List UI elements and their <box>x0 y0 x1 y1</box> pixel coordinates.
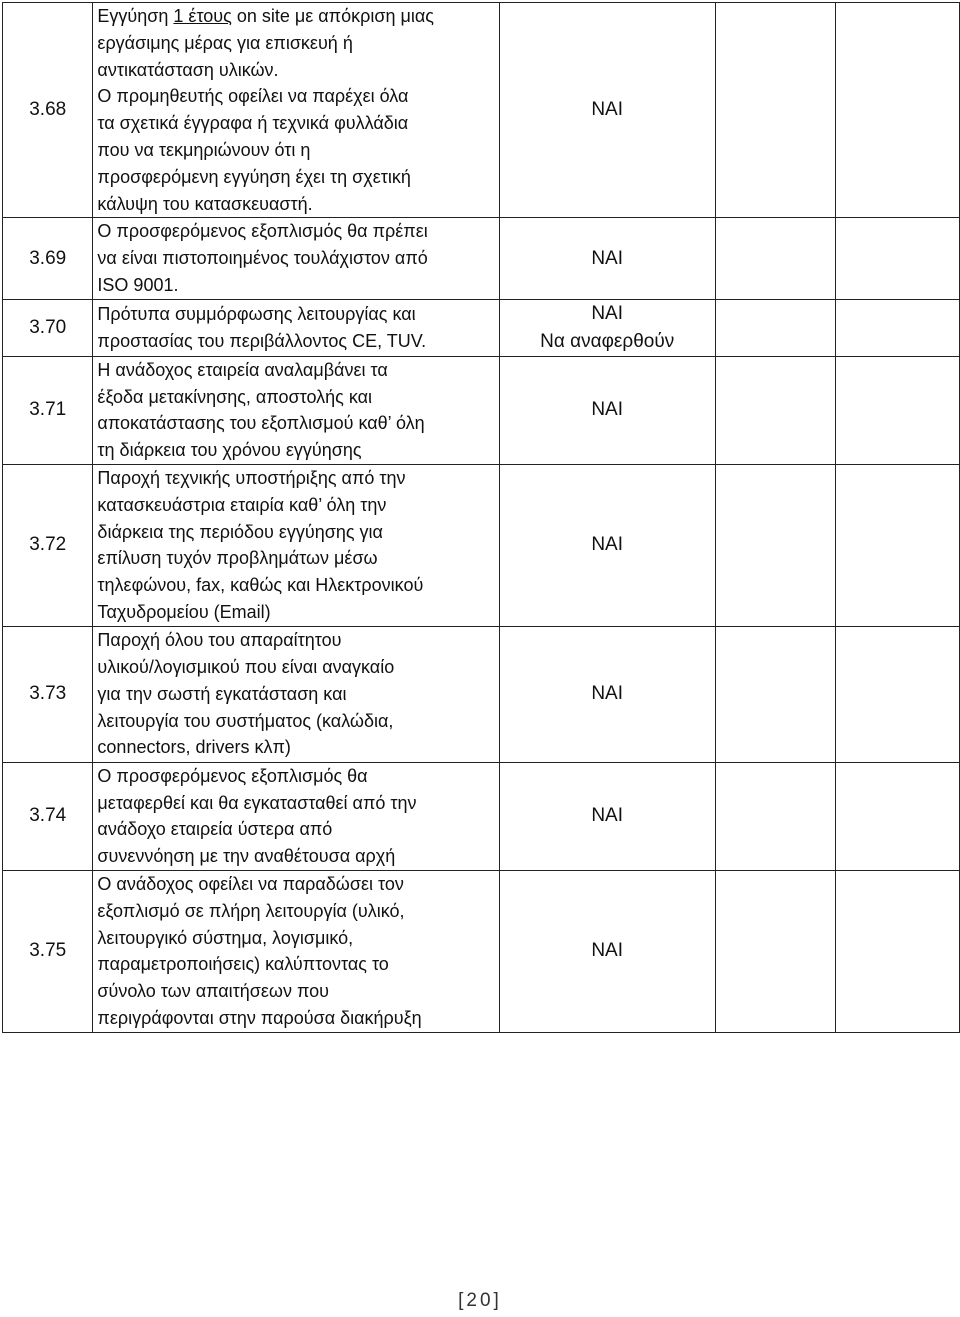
answer-line: ΝΑΙ <box>591 302 624 324</box>
description-line: λειτουργία του συστήματος (καλώδια, <box>97 710 394 731</box>
answer-line: ΝΑΙ <box>591 683 624 705</box>
description-line: αποκατάστασης του εξοπλισμού καθ’ όλη <box>97 413 425 434</box>
reference-cell <box>836 464 960 626</box>
description-line: εξοπλισμό σε πλήρη λειτουργία (υλικό, <box>97 900 405 921</box>
reply-cell <box>715 870 836 1032</box>
reply-cell <box>715 464 836 626</box>
description-line: παραμετροποιήσεις) καλύπτοντας το <box>97 954 389 975</box>
description-line: ISO 9001. <box>97 274 179 295</box>
reply-cell <box>715 356 836 464</box>
page-number: [20] <box>458 1290 502 1311</box>
table-row <box>3 299 960 356</box>
table-row <box>3 626 960 762</box>
reference-cell <box>836 762 960 870</box>
description-line: σύνολο των απαιτήσεων που <box>97 981 329 1002</box>
item-description <box>93 762 499 870</box>
description-line: κατασκευάστρια εταιρία καθ’ όλη την <box>97 494 387 515</box>
compliance-answer <box>499 626 715 762</box>
description-line: μεταφερθεί και θα εγκατασταθεί από την <box>97 792 417 813</box>
reference-cell <box>836 3 960 218</box>
description-line: για την σωστή εγκατάσταση και <box>97 683 347 704</box>
description-line: να είναι πιστοποιημένος τουλάχιστον από <box>97 248 428 269</box>
item-number: 3.73 <box>3 626 93 762</box>
compliance-answer <box>499 464 715 626</box>
item-number: 3.69 <box>3 218 93 299</box>
description-line: Ο προμηθευτής οφείλει να παρέχει όλα <box>97 86 409 107</box>
item-number: 3.70 <box>3 299 93 356</box>
answer-line: ΝΑΙ <box>591 940 624 962</box>
description-line: επίλυση τυχόν προβλημάτων μέσω <box>97 548 378 569</box>
description-line: εργάσιμης μέρας για επισκευή ή <box>97 32 353 53</box>
compliance-answer <box>499 762 715 870</box>
item-number: 3.68 <box>3 3 93 218</box>
description-line: περιγράφονται στην παρούσα διακήρυξη <box>97 1007 422 1028</box>
compliance-answer <box>499 356 715 464</box>
description-line: αντικατάσταση υλικών. <box>97 59 279 80</box>
reply-cell <box>715 626 836 762</box>
description-line: Ταχυδρομείου (Email) <box>97 601 271 622</box>
reference-cell <box>836 626 960 762</box>
description-line: connectors, drivers κλπ) <box>97 737 291 758</box>
reply-cell <box>715 3 836 218</box>
answer-line: ΝΑΙ <box>591 99 624 121</box>
item-description <box>93 870 499 1032</box>
answer-line: ΝΑΙ <box>591 805 624 827</box>
table-row <box>3 356 960 464</box>
description-line: Ο προσφερόμενος εξοπλισμός θα πρέπει <box>97 221 428 242</box>
reference-cell <box>836 870 960 1032</box>
description-line: ανάδοχο εταιρεία ύστερα από <box>97 819 333 840</box>
table-row <box>3 762 960 870</box>
description-line: κάλυψη του κατασκευαστή. <box>97 193 313 214</box>
description-line: υλικού/λογισμικού που είναι αναγκαίο <box>97 657 395 678</box>
reference-cell <box>836 218 960 299</box>
compliance-answer <box>499 218 715 299</box>
item-number: 3.72 <box>3 464 93 626</box>
description-line: Πρότυπα συμμόρφωσης λειτουργίας και <box>97 303 416 324</box>
item-description <box>93 218 499 299</box>
answer-line: Να αναφερθούν <box>540 330 675 352</box>
item-number: 3.71 <box>3 356 93 464</box>
description-line: Η ανάδοχος εταιρεία αναλαμβάνει τα <box>97 359 388 380</box>
description-line: Παροχή τεχνικής υποστήριξης από την <box>97 467 406 488</box>
table-row <box>3 870 960 1032</box>
reply-cell <box>715 762 836 870</box>
description-line: Παροχή όλου του απαραίτητου <box>97 630 342 651</box>
description-line: προσφερόμενη εγγύηση έχει τη σχετική <box>97 166 411 187</box>
answer-line: ΝΑΙ <box>591 247 624 269</box>
reply-cell <box>715 218 836 299</box>
item-number: 3.75 <box>3 870 93 1032</box>
item-description <box>93 299 499 356</box>
description-line: συνεννόηση με την αναθέτουσα αρχή <box>97 846 396 867</box>
description-line: διάρκεια της περιόδου εγγύησης για <box>97 521 383 542</box>
table-row <box>3 3 960 218</box>
item-description <box>93 3 499 218</box>
item-description <box>93 464 499 626</box>
description-line: Ο προσφερόμενος εξοπλισμός θα <box>97 765 368 786</box>
item-description <box>93 626 499 762</box>
description-line: έξοδα μετακίνησης, αποστολής και <box>97 386 373 407</box>
description-line: τηλεφώνου, fax, καθώς και Ηλεκτρονικού <box>97 575 424 596</box>
description-line: λειτουργικό σύστημα, λογισμικό, <box>97 927 354 948</box>
description-line: που να τεκμηριώνουν ότι η <box>97 139 311 160</box>
compliance-answer <box>499 3 715 218</box>
compliance-answer <box>499 870 715 1032</box>
answer-line: ΝΑΙ <box>591 534 624 556</box>
reply-cell <box>715 299 836 356</box>
answer-line: ΝΑΙ <box>591 399 624 421</box>
description-line: Εγγύηση 1 έτους on site με απόκριση μιας <box>97 6 434 26</box>
description-line: τα σχετικά έγγραφα ή τεχνικά φυλλάδια <box>97 113 409 134</box>
table-row <box>3 464 960 626</box>
item-number: 3.74 <box>3 762 93 870</box>
underlined-text: 1 έτους <box>173 6 232 26</box>
compliance-answer <box>499 299 715 356</box>
item-description <box>93 356 499 464</box>
description-line: Ο ανάδοχος οφείλει να παραδώσει τον <box>97 873 404 894</box>
description-line: προστασίας του περιβάλλοντος CE, TUV. <box>97 330 427 351</box>
specifications-table <box>2 2 960 1033</box>
description-line: τη διάρκεια του χρόνου εγγύησης <box>97 440 362 461</box>
reference-cell <box>836 356 960 464</box>
table-row <box>3 218 960 299</box>
reference-cell <box>836 299 960 356</box>
